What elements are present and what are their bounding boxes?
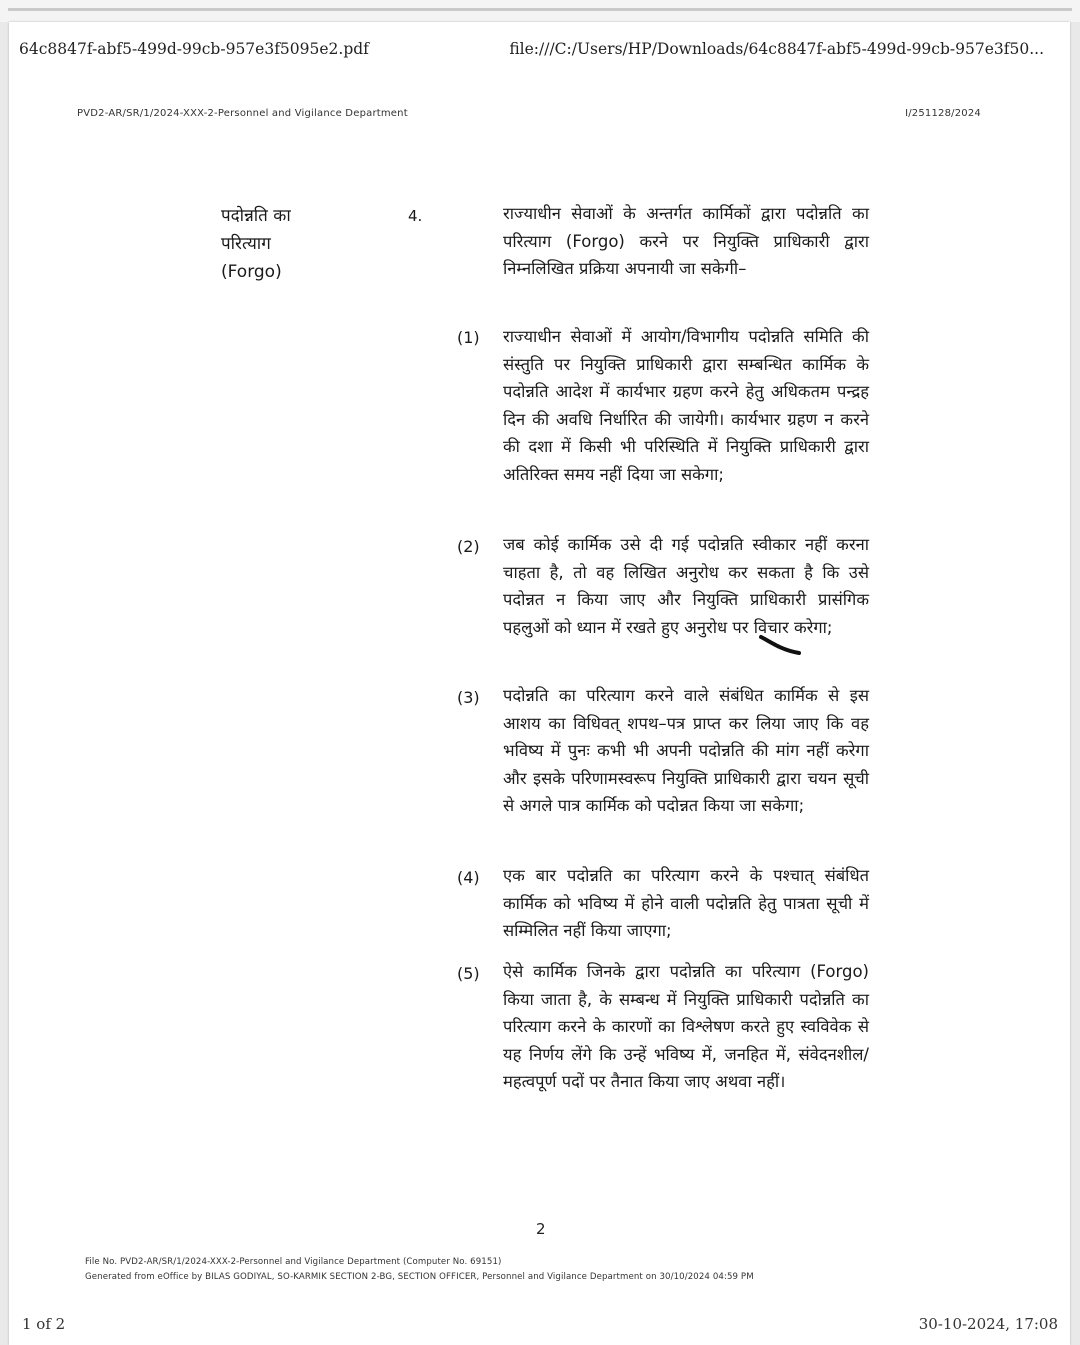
top-edge-line [8,8,1072,11]
print-page-count: 1 of 2 [22,1315,66,1333]
item-number: (2) [457,537,480,556]
footer-file-number: File No. PVD2-AR/SR/1/2024-XXX-2-Personnel and Vigilance Department (Computer No. 69151) [85,1257,502,1267]
item-text: जब कोई कार्मिक उसे दी गई पदोन्नति स्वीकार नहीं करना चाहता है, तो वह लिखित अनुरोध कर सकता है कि उसे पदोन्नत न किया जाए और नियुक्ति प्राधिकारी प्रासंगिक पहलुओं को ध्यान में रखते हुए अनुरोध पर विचार करेगा; [503,535,869,637]
section-heading-line: पदोन्नति का [221,206,291,226]
item-number: (3) [457,688,480,707]
document-page [9,22,1070,1345]
file-reference: PVD2-AR/SR/1/2024-XXX-2-Personnel and Vigilance Department [77,108,408,119]
section-heading [221,202,361,286]
top-edge-strip [0,0,1080,22]
item-number: (1) [457,328,480,347]
item-text: एक बार पदोन्नति का परित्याग करने के पश्चात् संबंधित कार्मिक को भविष्य में होने वाली पदोन्नति हेतु पात्रता सूची में सम्मिलित नहीं किया जाएगा; [503,866,869,940]
intro-paragraph: राज्याधीन सेवाओं के अन्तर्गत कार्मिकों द्वारा पदोन्नति का परित्याग (Forgo) करने पर नियुक्ति प्राधिकारी द्वारा निम्नलिखित प्रक्रिया अपनायी जा सकेगी– [503,204,869,278]
section-heading-line: परित्याग [221,234,271,254]
item-text: पदोन्नति का परित्याग करने वाले संबंधित कार्मिक से इस आशय का विधिवत् शपथ–पत्र प्राप्त कर लिया जाए कि वह भविष्य में पुनः कभी भी अपनी पदोन्नति की मांग नहीं करेगा और इसके परिणामस्वरूप नियुक्ति प्राधिकारी द्वारा चयन सूची से अगले पात्र कार्मिक को पदोन्नत किया जा सकेगा; [503,686,869,815]
paragraph-number: 4. [408,207,423,225]
page-number: 2 [536,1220,546,1238]
receipt-number: I/251128/2024 [905,108,981,119]
print-timestamp: 30-10-2024, 17:08 [918,1315,1058,1333]
item-number: (4) [457,868,480,887]
footer-generated-by: Generated from eOffice by BILAS GODIYAL, SO-KARMIK SECTION 2-BG, SECTION OFFICER, Personnel and Vigilance Department on 30/10/2024 04:59 PM [85,1272,754,1282]
section-heading-line: (Forgo) [221,262,282,282]
item-number: (5) [457,964,480,983]
file-url: file:///C:/Users/HP/Downloads/64c8847f-abf5-499d-99cb-957e3f50... [509,40,1044,58]
pen-mark-icon [759,634,803,656]
pdf-filename: 64c8847f-abf5-499d-99cb-957e3f5095e2.pdf [19,40,369,58]
item-text: ऐसे कार्मिक जिनके द्वारा पदोन्नति का परित्याग (Forgo) किया जाता है, के सम्बन्ध में नियुक्ति प्राधिकारी पदोन्नति का परित्याग करने के कारणों का विश्लेषण करते हुए स्वविवेक से यह निर्णय लेंगे कि उन्हें भविष्य में, जनहित में, संवेदनशील/महत्वपूर्ण पदों पर तैनात किया जाए अथवा नहीं। [503,962,869,1091]
item-text: राज्याधीन सेवाओं में आयोग/विभागीय पदोन्नति समिति की संस्तुति पर नियुक्ति प्राधिकारी द्वारा सम्बन्धित कार्मिक के पदोन्नति आदेश में कार्यभार ग्रहण करने हेतु अधिकतम पन्द्रह दिन की अवधि निर्धारित की जायेगी। कार्यभार ग्रहण न करने की दशा में किसी भी परिस्थिति में नियुक्ति प्राधिकारी द्वारा अतिरिक्त समय नहीं दिया जा सकेगा; [503,327,869,484]
